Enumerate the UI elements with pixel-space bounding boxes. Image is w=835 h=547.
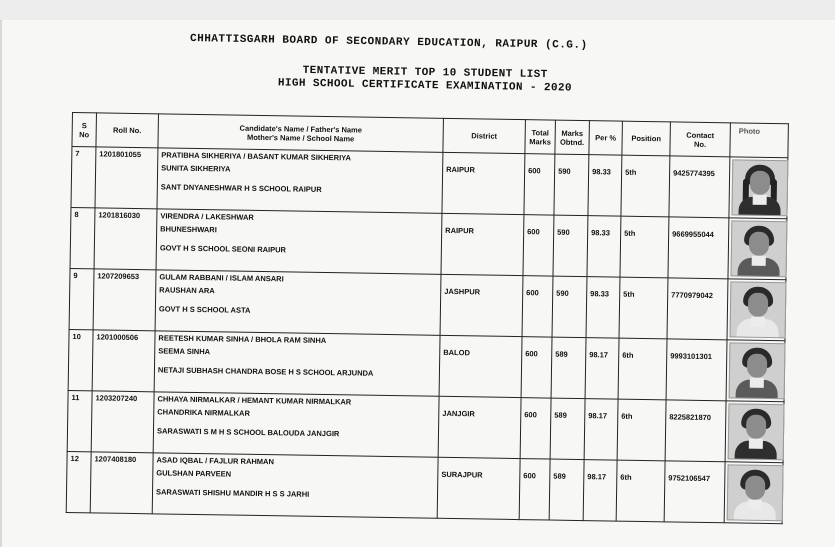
cell-total: 600: [524, 154, 555, 215]
header-roll: Roll No.: [96, 113, 159, 148]
cell-sno: 10: [68, 329, 93, 390]
merit-table-container: [66, 112, 788, 533]
cell-photo: [729, 157, 788, 219]
cell-marks: 589: [551, 337, 586, 399]
cell-district: RAIPUR: [441, 213, 524, 275]
cell-roll: 1201801055: [95, 147, 158, 209]
cell-marks: 589: [549, 459, 584, 521]
cell-district: RAIPUR: [442, 152, 525, 214]
cell-candidate: [156, 209, 442, 274]
student-photo: [729, 342, 786, 399]
cell-contact: 8225821870: [665, 400, 726, 462]
cell-total: 600: [520, 398, 551, 459]
mother-name: SUNITA SIKHERIYA: [161, 163, 231, 174]
table-row: [68, 329, 785, 401]
cell-roll: 1207209653: [93, 269, 156, 331]
cell-photo: [727, 279, 786, 341]
candidate-name: VIRENDRA / LAKESHWAR: [160, 211, 254, 222]
cell-district: JANJGIR: [438, 396, 521, 458]
table-row: [67, 390, 784, 462]
header-total-marks: [525, 120, 556, 154]
cell-roll: 1203207240: [91, 391, 154, 453]
cell-photo: [728, 218, 787, 280]
candidate-name: GULAM RABBANI / ISLAM ANSARI: [159, 272, 284, 284]
header-sno: S No: [72, 113, 97, 147]
mother-name: SEEMA SINHA: [158, 346, 211, 357]
cell-percent: 98.17: [583, 460, 617, 522]
table-row: [71, 147, 788, 219]
mother-name: GULSHAN PARVEEN: [156, 468, 232, 479]
cell-contact: 9993101301: [666, 339, 727, 401]
cell-contact: 9425774395: [669, 156, 730, 218]
header-contact-line2: No.: [693, 139, 707, 149]
header-candidate-line1: Candidate's Name / Father's Name: [239, 123, 363, 135]
candidate-name: CHHAYA NIRMALKAR / HEMANT KUMAR NIRMALKAR: [157, 394, 352, 407]
cell-photo: [725, 401, 784, 463]
header-candidate: [158, 114, 443, 152]
cell-district: JASHPUR: [440, 274, 523, 336]
board-title: CHHATTISGARH BOARD OF SECONDARY EDUCATION, RAIPUR (C.G.): [189, 32, 588, 52]
header-marks-obtained: [555, 120, 590, 155]
student-photo: [730, 281, 787, 338]
header-position: Position: [622, 121, 671, 156]
cell-roll: 1201000506: [92, 330, 155, 392]
header-photo: Photo: [730, 123, 789, 158]
school-name: GOVT H S SCHOOL SEONI RAIPUR: [159, 243, 287, 255]
cell-marks: 589: [550, 398, 585, 460]
table-row: [66, 451, 783, 523]
school-name: GOVT H S SCHOOL ASTA: [158, 304, 251, 315]
cell-candidate: [152, 453, 438, 518]
header-total-line2: Marks: [529, 136, 552, 147]
cell-candidate: [155, 270, 441, 335]
cell-percent: 98.17: [585, 338, 619, 400]
cell-position: 5th: [619, 277, 668, 339]
cell-total: 600: [519, 459, 550, 520]
cell-contact: 9669955044: [668, 217, 729, 279]
mother-name: RAUSHAN ARA: [159, 285, 215, 296]
cell-percent: 98.33: [587, 216, 621, 278]
cell-position: 6th: [616, 460, 665, 522]
cell-candidate: [157, 148, 443, 213]
cell-sno: 8: [70, 207, 95, 268]
header-candidate-line2: Mother's Name / School Name: [246, 132, 355, 143]
cell-marks: 590: [554, 154, 589, 216]
cell-photo: [726, 340, 785, 402]
cell-roll: 1201816030: [94, 208, 157, 270]
cell-district: BALOD: [439, 335, 522, 397]
cell-sno: 11: [67, 390, 92, 451]
cell-candidate: [153, 392, 439, 457]
cell-roll: 1207408180: [90, 452, 153, 514]
school-name: NETAJI SUBHASH CHANDRA BOSE H S SCHOOL ARJUNDA: [157, 365, 374, 378]
cell-percent: 98.33: [588, 155, 622, 217]
header-obt-line1: Marks: [561, 128, 584, 138]
cell-total: 600: [523, 215, 554, 276]
student-photo: [730, 220, 787, 277]
mother-name: BHUNESHWARI: [160, 224, 217, 235]
cell-sno: 9: [69, 268, 94, 329]
cell-contact: 9752106547: [664, 461, 725, 523]
school-name: SARASWATI SHISHU MANDIR H S S JARHI: [155, 487, 310, 499]
cell-total: 600: [522, 276, 553, 337]
cell-position: 5th: [621, 155, 670, 217]
cell-sno: 7: [71, 147, 96, 208]
header-obt-line2: Obtnd.: [559, 137, 585, 147]
header-percent: Per %: [589, 121, 623, 156]
student-photo: [731, 159, 788, 216]
cell-position: 5th: [620, 216, 669, 278]
cell-total: 600: [521, 337, 552, 398]
candidate-name: ASAD IQBAL / FAJLUR RAHMAN: [156, 455, 274, 467]
cell-position: 6th: [618, 338, 667, 400]
student-photo: [727, 464, 784, 521]
cell-percent: 98.33: [586, 277, 620, 339]
cell-marks: 590: [552, 276, 587, 338]
cell-percent: 98.17: [584, 399, 618, 461]
cell-marks: 590: [553, 215, 588, 277]
cell-sno: 12: [66, 451, 91, 512]
candidate-name: PRATIBHA SIKHERIYA / BASANT KUMAR SIKHERIYA: [161, 150, 351, 163]
mother-name: CHANDRIKA NIRMALKAR: [157, 407, 251, 418]
header-district: District: [443, 118, 526, 153]
cell-contact: 7770979042: [667, 278, 728, 340]
cell-candidate: [154, 331, 440, 396]
student-photo: [728, 403, 785, 460]
header-total-line1: Total: [531, 127, 549, 137]
cell-district: SURAJPUR: [437, 457, 520, 519]
merit-table: [66, 112, 789, 524]
candidate-name: REETESH KUMAR SINHA / BHOLA RAM SINHA: [158, 333, 327, 346]
school-name: SANT DNYANESHWAR H S SCHOOL RAIPUR: [160, 182, 322, 194]
header-contact-line1: Contact: [686, 130, 715, 140]
list-title: TENTATIVE MERIT TOP 10 STUDENT LIST: [302, 64, 548, 82]
top-bar: [0, 0, 835, 21]
cell-position: 6th: [617, 399, 666, 461]
table-row: [69, 268, 786, 340]
header-contact: [670, 122, 731, 157]
school-name: SARASWATI S M H S SCHOOL BALOUDA JANJGIR: [156, 426, 340, 439]
table-row: [70, 207, 787, 279]
exam-title: HIGH SCHOOL CERTIFICATE EXAMINATION - 2020: [277, 77, 572, 95]
cell-photo: [724, 462, 783, 524]
